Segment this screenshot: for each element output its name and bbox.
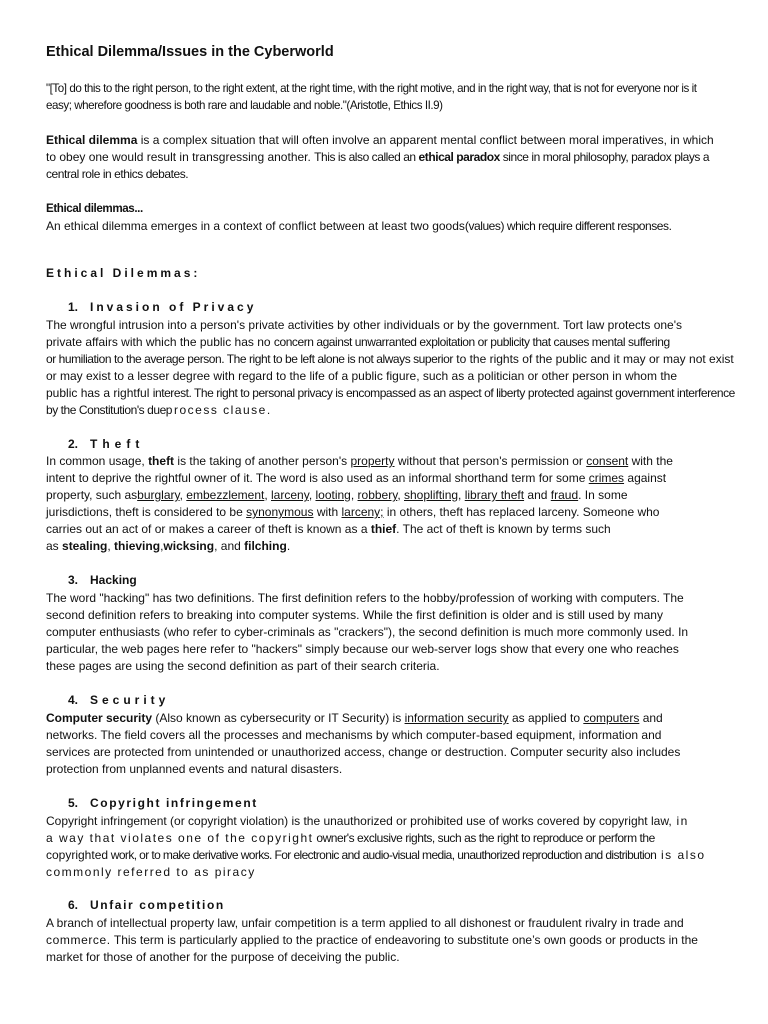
text-line: [46, 813, 726, 830]
text-run: commerce.: [46, 933, 111, 947]
intro-text-1: is a complex situation that will often involve an apparent mental conflict between moral imperatives, in which to obey one would result in transgressing another.: [46, 133, 714, 164]
section-heading-theft: [68, 437, 144, 451]
text-run: private affairs with which the public has no: [46, 335, 271, 349]
section-number: 1.: [68, 300, 79, 314]
term-filching: filching: [244, 539, 287, 553]
text-run: concern against unwarranted exploitation or publicity that causes mental suffering: [273, 335, 670, 349]
aristotle-quote: "[To] do this to the right person, to the right extent, at the right time, with the right motive, and in the right way, that is not for everyone nor is it easy; wherefore goodness is both rare and laudable and noble."(Aristotle, Ethics II.9): [46, 82, 697, 112]
text-line: [46, 402, 726, 419]
link-looting[interactable]: looting: [315, 488, 351, 502]
text-line: or may exist to a lesser degree with regard to the life of a public figure, such as a politician or other person in whom the: [46, 369, 677, 383]
unfair-competition-paragraph: [46, 915, 726, 966]
text-line: networks. The field covers all the processes and mechanisms by which computer-based equipment, information and: [46, 728, 662, 742]
copyright-paragraph: [46, 813, 726, 881]
text-run: with the: [628, 454, 673, 468]
text-line: protection from unplanned events and natural disasters.: [46, 762, 343, 776]
text-run: In common usage,: [46, 454, 149, 468]
intro-paragraph: [46, 132, 726, 183]
text-run: copyrighted: [46, 848, 109, 862]
dilemmas-text: [46, 218, 726, 235]
section-heading-text: Security: [90, 693, 170, 707]
text-run: A branch of intellectual property law, unfair competition is a term applied to all dishonest or fraudulent rivalry in trade: [46, 916, 661, 930]
section-heading-hacking: [68, 573, 137, 587]
text-line: [46, 710, 726, 727]
link-embezzlement[interactable]: embezzlement: [186, 488, 265, 502]
text-line: [46, 351, 734, 368]
text-run: as: [46, 539, 63, 553]
text-run: in: [671, 814, 689, 828]
term-stealing: stealing: [62, 539, 108, 553]
text-line: computer enthusiasts (who refer to cyber-criminals as "crackers"), the second definition is much more commonly used. In: [46, 625, 689, 639]
intro-text-2: This is also called an: [314, 150, 419, 164]
intro-term-2: ethical paradox: [418, 150, 500, 164]
text-run: a way that violates one of the copyright: [46, 831, 314, 845]
section-heading-text: Copyright infringement: [90, 796, 258, 810]
link-property[interactable]: property: [350, 454, 395, 468]
text-run: by the Constitution's due: [46, 403, 166, 417]
text-run: property, such as: [46, 488, 138, 502]
term-computer-security: Computer security: [46, 711, 153, 725]
link-consent[interactable]: consent: [586, 454, 629, 468]
section-number: 6.: [68, 898, 79, 912]
section-heading-privacy: [68, 300, 256, 314]
link-robbery[interactable]: robbery: [357, 488, 398, 502]
text-line: [46, 453, 726, 470]
link-information-security[interactable]: information security: [404, 711, 509, 725]
text-run: Copyright infringement (or copyright violation) is the unauthorized or prohibited use of works covered by copyright law,: [46, 814, 672, 828]
text-run: . The act of theft is known by terms such: [396, 522, 611, 536]
link-fraud[interactable]: fraud: [550, 488, 579, 502]
text-line: second definition refers to breaking into computer systems. While the first definition is older and is still used by many: [46, 608, 663, 622]
section-heading-unfair-competition: [68, 898, 225, 912]
text-line: The word "hacking" has two definitions. The first definition refers to the hobby/profession of working with computers. The: [46, 591, 684, 605]
text-line: market for those of another for the purpose of deceiving the public.: [46, 950, 400, 964]
text-line: [46, 334, 726, 351]
section-heading-text: Invasion of Privacy: [90, 300, 257, 314]
dilemmas-text-2: (values) which require different responses.: [464, 219, 672, 233]
text-line: The wrongful intrusion into a person's private activities by other individuals or by the government. Tort law protects one's: [46, 318, 683, 332]
text-line: commonly referred to as piracy: [46, 865, 256, 879]
link-library-theft[interactable]: library theft: [464, 488, 525, 502]
term-wicksing: wicksing: [163, 539, 215, 553]
text-run: interest. The right to personal privacy is encompassed as an aspect of liberty protected against government interference: [152, 386, 735, 400]
section-heading-text: Hacking: [90, 573, 137, 587]
text-line: as stealing, thieving,wicksing, and filching.: [46, 539, 291, 553]
text-run: intent to deprive the rightful owner of it. The word is also used as an informal shorthand term for some: [46, 471, 589, 485]
term-thieving: thieving: [114, 539, 161, 553]
link-larceny-2[interactable]: larceny;: [341, 505, 384, 519]
section-title: Ethical Dilemmas:: [46, 266, 201, 280]
text-run: This term is particularly applied to the practice of endeavoring to substitute one’s own goods or products in the: [110, 933, 698, 947]
section-heading-text: Unfair competition: [90, 898, 225, 912]
text-run: public has a rightful: [46, 386, 150, 400]
text-run: . In some: [578, 488, 628, 502]
theft-paragraph: [46, 453, 726, 555]
link-burglary[interactable]: burglary: [137, 488, 180, 502]
text-run: is the taking of another person's: [174, 454, 351, 468]
text-run: carries out an act of or makes a career of theft is known as a: [46, 522, 371, 536]
text-run: in others, theft has replaced larceny. Someone who: [383, 505, 660, 519]
text-run: is also: [656, 848, 706, 862]
dilemmas-text-1: An ethical dilemma emerges in a context of conflict between at least two goods: [46, 219, 465, 233]
section-number: 3.: [68, 573, 79, 587]
text-run: without that person's permission or: [394, 454, 587, 468]
section-heading-copyright: [68, 796, 258, 810]
text-run: to the rights of the public and it may or may not exist: [456, 352, 734, 366]
text-line: particular, the web pages here refer to "hackers" simply because our web-server logs show that every one who reaches: [46, 642, 679, 656]
text-run: and: [639, 711, 663, 725]
text-line: [46, 932, 726, 949]
text-line: services are protected from unintended or unauthorized access, change or destruction. Computer security also includes: [46, 745, 681, 759]
text-run: and: [220, 539, 241, 553]
privacy-paragraph: [46, 317, 735, 419]
intro-term: Ethical dilemma: [46, 133, 138, 147]
text-line: [46, 915, 726, 932]
text-line: [46, 470, 726, 487]
term-thief: thief: [370, 522, 397, 536]
link-crimes[interactable]: crimes: [588, 471, 625, 485]
dilemmas-heading: Ethical dilemmas...: [46, 202, 143, 215]
text-run: process clause.: [165, 403, 272, 417]
text-line: property, such asburglary, embezzlement, larceny, looting, robbery, shoplifting, library theft and fraud. In some: [46, 488, 628, 502]
text-line: [46, 847, 726, 864]
section-number: 5.: [68, 796, 79, 810]
section-number: 2.: [68, 437, 79, 451]
text-line: these pages are using the second definition as part of their search criteria.: [46, 659, 440, 673]
section-number: 4.: [68, 693, 79, 707]
text-line: [46, 385, 735, 402]
text-run: as applied to: [508, 711, 584, 725]
text-run: owner's exclusive rights, such as the right to reproduce or perform the: [313, 831, 655, 845]
text-run: with: [313, 505, 342, 519]
link-computers[interactable]: computers: [583, 711, 640, 725]
term-theft: theft: [148, 454, 175, 468]
text-line: [46, 521, 726, 538]
section-heading-text: Theft: [90, 437, 145, 451]
text-run: or humiliation to the average person. The right to be left alone is not always superior: [46, 352, 453, 366]
text-run: work, or to make derivative works. For electronic and audio-visual media, unauthorized reproduction and distribution: [108, 848, 657, 862]
text-run: and: [660, 916, 684, 930]
security-paragraph: [46, 710, 726, 778]
section-heading-security: [68, 693, 169, 707]
text-line: [46, 830, 726, 847]
text-line: [46, 504, 726, 521]
hacking-paragraph: [46, 590, 726, 675]
intro-text-3: since in moral philosophy, paradox plays a central role in ethics debates.: [46, 150, 710, 181]
text-run: jurisdictions, theft is considered to be: [46, 505, 247, 519]
text-run: against: [624, 471, 667, 485]
link-synonymous[interactable]: synonymous: [246, 505, 314, 519]
link-shoplifting[interactable]: shoplifting: [404, 488, 459, 502]
link-larceny[interactable]: larceny: [271, 488, 309, 502]
document-title: Ethical Dilemma/Issues in the Cyberworld: [46, 44, 334, 60]
text-run: (Also known as cybersecurity or IT Security) is: [152, 711, 405, 725]
